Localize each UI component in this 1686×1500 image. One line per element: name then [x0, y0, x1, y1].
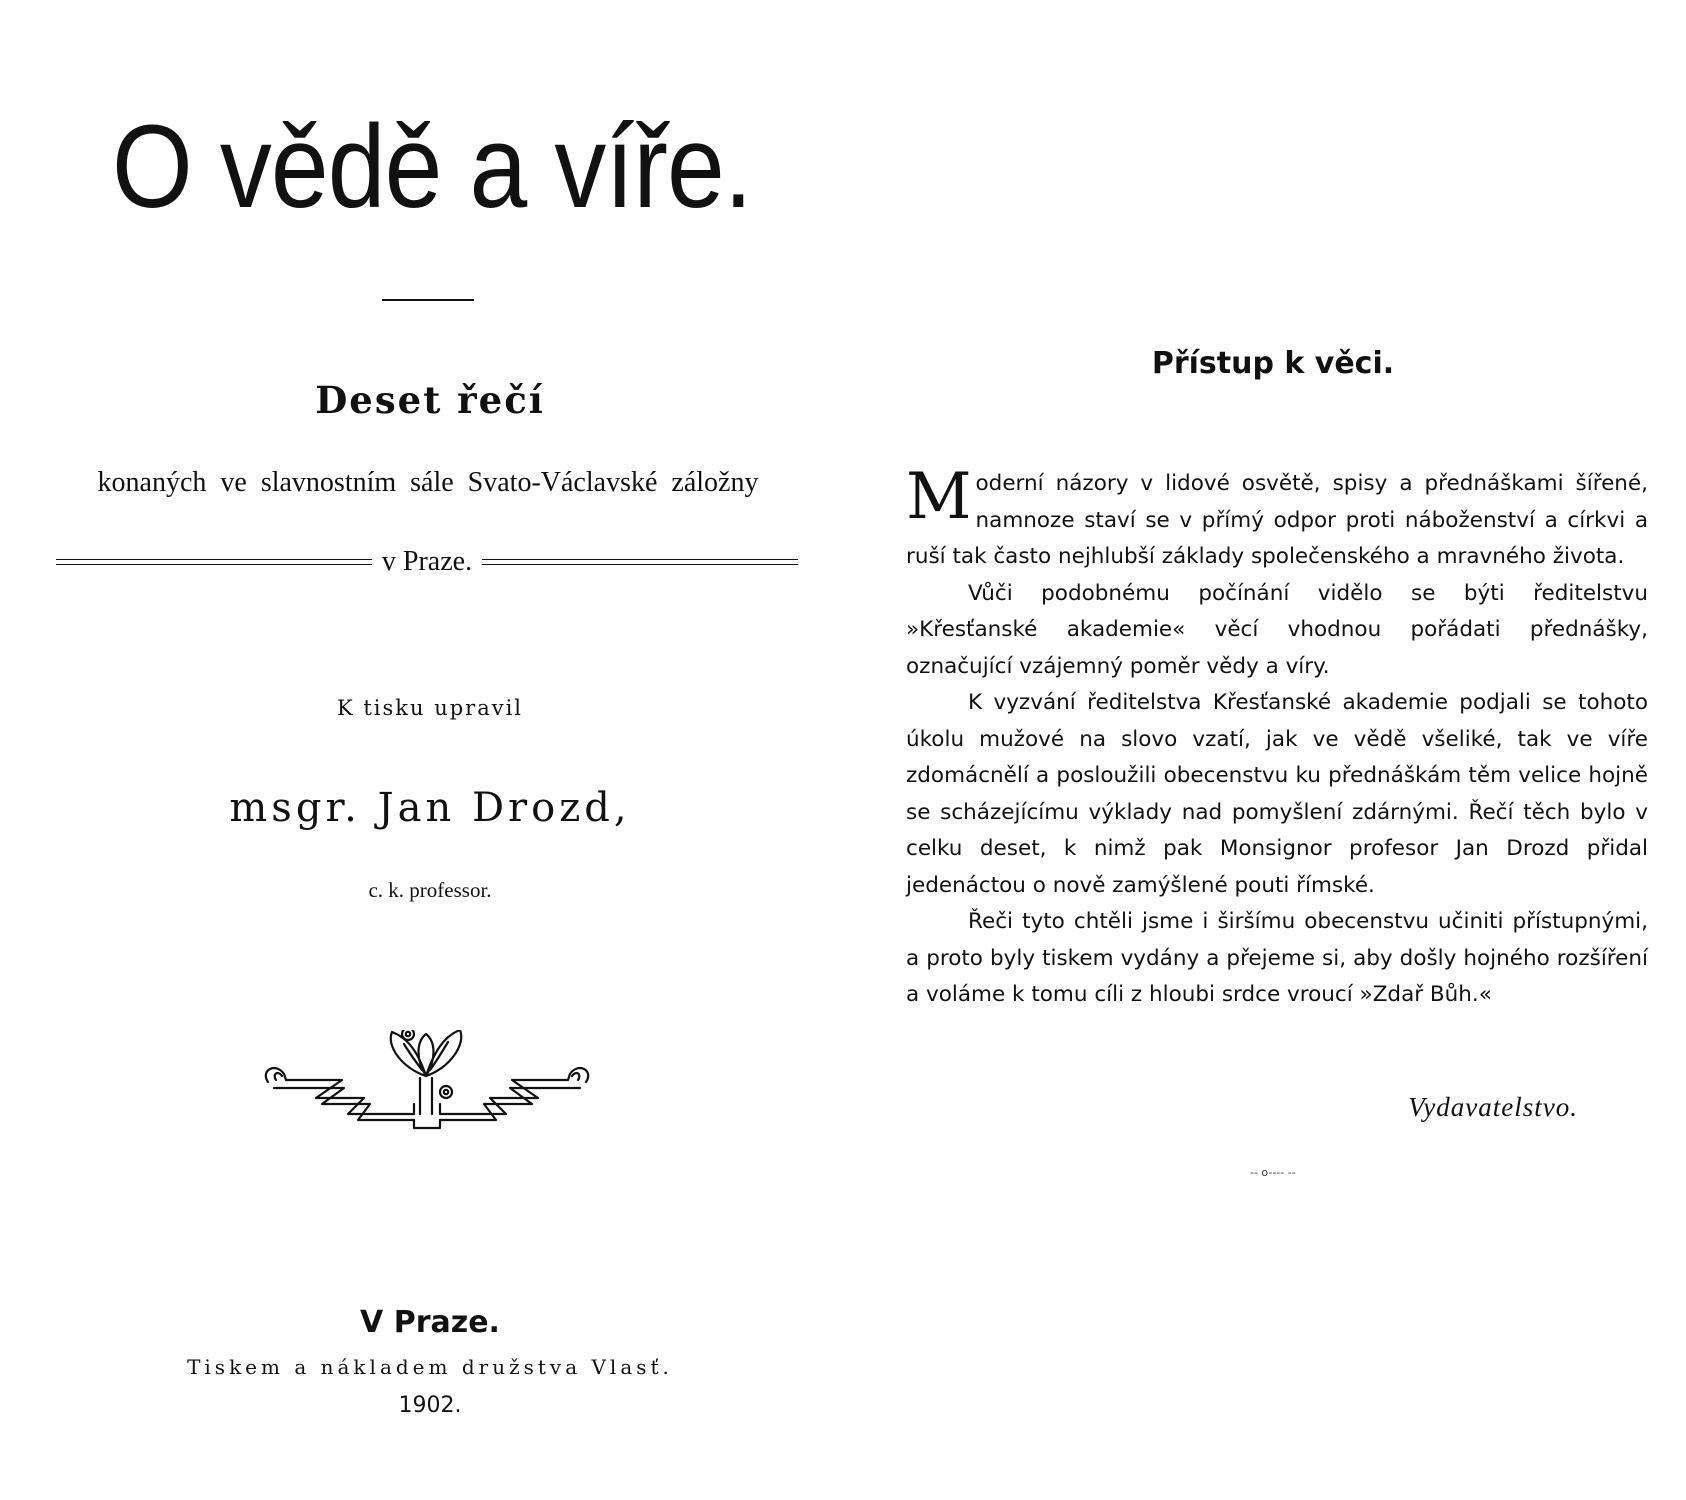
paragraph-text: oderní názory v lidové osvětě, spisy a přednáškami šířené, namnoze staví se v přímý odpor proti náboženství a církvi a ruší tak často nejhlubší základy společenského a mravného života.: [906, 471, 1648, 569]
imprint-year: 1902.: [398, 1393, 462, 1418]
author-title: c. k. professor.: [368, 878, 492, 902]
book-subtitle: Deset řečí: [315, 378, 545, 422]
book-title: O vědě a víře.: [112, 101, 752, 233]
venue-line: konaných ve slavnostním sále Svato-Václavské záložny: [97, 467, 759, 498]
imprint-city: V Praze.: [360, 1305, 500, 1340]
chapter-heading: Přístup k věci.: [1151, 346, 1395, 381]
author-name: msgr. Jan Drozd,: [229, 785, 631, 831]
preface-body: [906, 460, 1648, 1014]
end-mark: -- o---- --: [1250, 1166, 1296, 1179]
double-rule-left: [56, 559, 372, 565]
imprint-publisher: Tiskem a nákladem družstva Vlasť.: [187, 1355, 673, 1379]
paragraph: Vůči podobnému počínání vidělo se býti ředitelstvu »Křesťanské akademie« věcí vhodnou pořádati přednášky, označující vzájemný poměr vědy a víry.: [906, 580, 1648, 679]
paragraph: K vyzvání ředitelstva Křesťanské akademie podjali se tohoto úkolu mužové na slovo vzatí, jak ve vědě všeliké, tak ve víře zdomácnělí a posloužili obecenstvu ku přednáškám těm velice hojně se scházejícímu výklady nad pomyšlení zdárnými. Řečí těch bylo v celku deset, k nimž pak Monsignor profesor Jan Drozd přidal jedenáctou o nově zamýšlené pouti římské.: [906, 690, 1648, 898]
title-rule: [382, 299, 474, 301]
city-label: v Praze.: [381, 546, 473, 577]
paragraph: Řeči tyto chtěli jsme i širšímu obecenstvu učiniti přístupnými, a proto byly tiskem vydány a přejeme si, aby došly hojného rozšíření a voláme k tomu cíli z hloubi srdce vroucí »Zdař Bůh.«: [906, 909, 1648, 1007]
city-row: [56, 545, 798, 579]
double-rule-right: [482, 559, 798, 565]
editor-label: K tisku upravil: [336, 696, 524, 720]
preface-page: [860, 0, 1686, 1500]
paragraph: [906, 460, 1648, 576]
drop-cap: M: [906, 460, 972, 534]
tulip-ornament-icon: [262, 1030, 592, 1162]
signature: Vydavatelstvo.: [1408, 1092, 1578, 1122]
